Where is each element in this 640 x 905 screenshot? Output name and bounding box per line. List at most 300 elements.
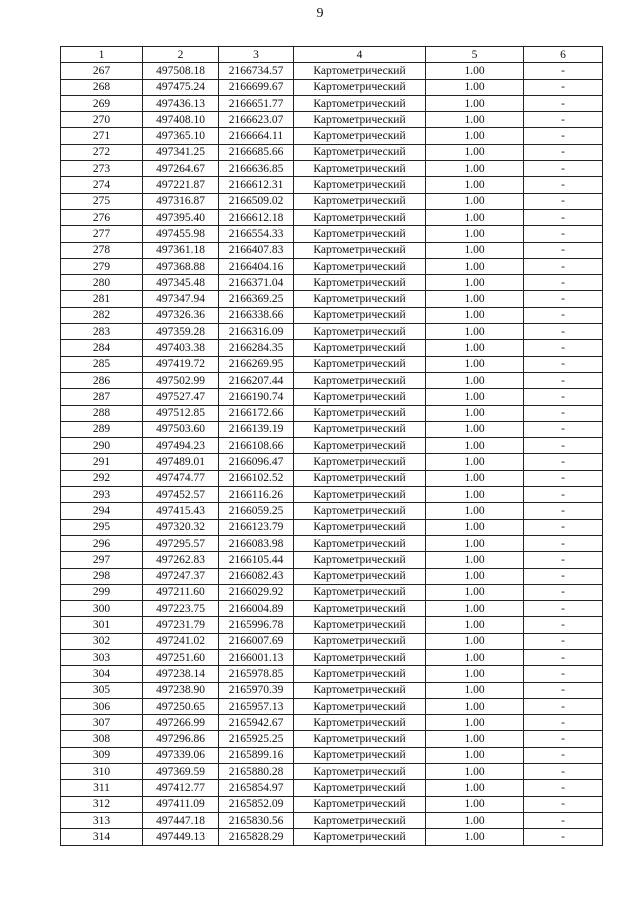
x-coordinate-cell: 497262.83	[143, 552, 219, 568]
table-header-row	[61, 47, 603, 63]
method-cell: Картометрический	[294, 535, 426, 551]
y-coordinate-cell: 2166316.09	[219, 324, 294, 340]
accuracy-cell: 1.00	[426, 307, 524, 323]
accuracy-cell: 1.00	[426, 454, 524, 470]
accuracy-cell: 1.00	[426, 519, 524, 535]
accuracy-cell: 1.00	[426, 324, 524, 340]
table-row	[61, 470, 603, 486]
accuracy-cell: 1.00	[426, 568, 524, 584]
table-row	[61, 584, 603, 600]
accuracy-cell: 1.00	[426, 666, 524, 682]
accuracy-cell: 1.00	[426, 812, 524, 828]
y-coordinate-cell: 2166059.25	[219, 503, 294, 519]
method-cell: Картометрический	[294, 389, 426, 405]
point-number-cell: 280	[61, 275, 143, 291]
method-cell: Картометрический	[294, 682, 426, 698]
y-coordinate-cell: 2165852.09	[219, 796, 294, 812]
note-cell: -	[524, 389, 603, 405]
point-number-cell: 298	[61, 568, 143, 584]
note-cell: -	[524, 666, 603, 682]
table-row	[61, 421, 603, 437]
x-coordinate-cell: 497266.99	[143, 715, 219, 731]
table-row	[61, 535, 603, 551]
note-cell: -	[524, 649, 603, 665]
accuracy-cell: 1.00	[426, 226, 524, 242]
method-cell: Картометрический	[294, 193, 426, 209]
y-coordinate-cell: 2166284.35	[219, 340, 294, 356]
note-cell: -	[524, 715, 603, 731]
point-number-cell: 270	[61, 112, 143, 128]
x-coordinate-cell: 497365.10	[143, 128, 219, 144]
y-coordinate-cell: 2166651.77	[219, 95, 294, 111]
method-cell: Картометрический	[294, 715, 426, 731]
note-cell: -	[524, 633, 603, 649]
note-cell: -	[524, 405, 603, 421]
accuracy-cell: 1.00	[426, 340, 524, 356]
table-row	[61, 63, 603, 79]
table-row	[61, 242, 603, 258]
method-cell: Картометрический	[294, 454, 426, 470]
y-coordinate-cell: 2166190.74	[219, 389, 294, 405]
table-row	[61, 715, 603, 731]
table-row	[61, 226, 603, 242]
y-coordinate-cell: 2166108.66	[219, 438, 294, 454]
y-coordinate-cell: 2166612.31	[219, 177, 294, 193]
method-cell: Картометрический	[294, 747, 426, 763]
accuracy-cell: 1.00	[426, 242, 524, 258]
method-cell: Картометрический	[294, 226, 426, 242]
method-cell: Картометрический	[294, 470, 426, 486]
y-coordinate-cell: 2165899.16	[219, 747, 294, 763]
y-coordinate-cell: 2166207.44	[219, 372, 294, 388]
point-number-cell: 304	[61, 666, 143, 682]
method-cell: Картометрический	[294, 812, 426, 828]
point-number-cell: 294	[61, 503, 143, 519]
point-number-cell: 282	[61, 307, 143, 323]
note-cell: -	[524, 79, 603, 95]
note-cell: -	[524, 112, 603, 128]
accuracy-cell: 1.00	[426, 649, 524, 665]
point-number-cell: 275	[61, 193, 143, 209]
x-coordinate-cell: 497449.13	[143, 829, 219, 845]
y-coordinate-cell: 2166139.19	[219, 421, 294, 437]
x-coordinate-cell: 497474.77	[143, 470, 219, 486]
x-coordinate-cell: 497241.02	[143, 633, 219, 649]
table-row	[61, 177, 603, 193]
x-coordinate-cell: 497339.06	[143, 747, 219, 763]
note-cell: -	[524, 340, 603, 356]
point-number-cell: 293	[61, 487, 143, 503]
y-coordinate-cell: 2166636.85	[219, 161, 294, 177]
accuracy-cell: 1.00	[426, 291, 524, 307]
note-cell: -	[524, 682, 603, 698]
method-cell: Картометрический	[294, 275, 426, 291]
method-cell: Картометрический	[294, 340, 426, 356]
accuracy-cell: 1.00	[426, 747, 524, 763]
table-row	[61, 79, 603, 95]
method-cell: Картометрический	[294, 63, 426, 79]
accuracy-cell: 1.00	[426, 356, 524, 372]
point-number-cell: 305	[61, 682, 143, 698]
table-row	[61, 291, 603, 307]
method-cell: Картометрический	[294, 666, 426, 682]
note-cell: -	[524, 503, 603, 519]
note-cell: -	[524, 601, 603, 617]
x-coordinate-cell: 497395.40	[143, 209, 219, 225]
table-row	[61, 128, 603, 144]
point-number-cell: 292	[61, 470, 143, 486]
table-row	[61, 438, 603, 454]
method-cell: Картометрический	[294, 780, 426, 796]
table-row	[61, 780, 603, 796]
y-coordinate-cell: 2166612.18	[219, 209, 294, 225]
accuracy-cell: 1.00	[426, 389, 524, 405]
point-number-cell: 272	[61, 144, 143, 160]
method-cell: Картометрический	[294, 421, 426, 437]
y-coordinate-cell: 2166116.26	[219, 487, 294, 503]
note-cell: -	[524, 372, 603, 388]
note-cell: -	[524, 519, 603, 535]
point-number-cell: 288	[61, 405, 143, 421]
method-cell: Картометрический	[294, 356, 426, 372]
x-coordinate-cell: 497316.87	[143, 193, 219, 209]
x-coordinate-cell: 497264.67	[143, 161, 219, 177]
method-cell: Картометрический	[294, 764, 426, 780]
note-cell: -	[524, 812, 603, 828]
table-row	[61, 209, 603, 225]
accuracy-cell: 1.00	[426, 193, 524, 209]
table-row	[61, 324, 603, 340]
accuracy-cell: 1.00	[426, 584, 524, 600]
y-coordinate-cell: 2166082.43	[219, 568, 294, 584]
column-header: 5	[426, 47, 524, 63]
y-coordinate-cell: 2165854.97	[219, 780, 294, 796]
coordinates-table	[60, 46, 603, 846]
y-coordinate-cell: 2165996.78	[219, 617, 294, 633]
point-number-cell: 274	[61, 177, 143, 193]
x-coordinate-cell: 497436.13	[143, 95, 219, 111]
y-coordinate-cell: 2165880.28	[219, 764, 294, 780]
table-row	[61, 95, 603, 111]
note-cell: -	[524, 747, 603, 763]
note-cell: -	[524, 144, 603, 160]
note-cell: -	[524, 780, 603, 796]
note-cell: -	[524, 307, 603, 323]
x-coordinate-cell: 497326.36	[143, 307, 219, 323]
method-cell: Картометрический	[294, 601, 426, 617]
note-cell: -	[524, 698, 603, 714]
method-cell: Картометрический	[294, 617, 426, 633]
method-cell: Картометрический	[294, 242, 426, 258]
y-coordinate-cell: 2166007.69	[219, 633, 294, 649]
x-coordinate-cell: 497250.65	[143, 698, 219, 714]
table-row	[61, 601, 603, 617]
note-cell: -	[524, 63, 603, 79]
table-row	[61, 649, 603, 665]
x-coordinate-cell: 497419.72	[143, 356, 219, 372]
accuracy-cell: 1.00	[426, 698, 524, 714]
y-coordinate-cell: 2165942.67	[219, 715, 294, 731]
accuracy-cell: 1.00	[426, 633, 524, 649]
accuracy-cell: 1.00	[426, 503, 524, 519]
point-number-cell: 307	[61, 715, 143, 731]
note-cell: -	[524, 731, 603, 747]
accuracy-cell: 1.00	[426, 177, 524, 193]
x-coordinate-cell: 497447.18	[143, 812, 219, 828]
table-row	[61, 307, 603, 323]
accuracy-cell: 1.00	[426, 144, 524, 160]
y-coordinate-cell: 2166083.98	[219, 535, 294, 551]
table-row	[61, 258, 603, 274]
table-row	[61, 356, 603, 372]
x-coordinate-cell: 497223.75	[143, 601, 219, 617]
x-coordinate-cell: 497359.28	[143, 324, 219, 340]
accuracy-cell: 1.00	[426, 161, 524, 177]
note-cell: -	[524, 226, 603, 242]
point-number-cell: 281	[61, 291, 143, 307]
note-cell: -	[524, 421, 603, 437]
method-cell: Картометрический	[294, 372, 426, 388]
x-coordinate-cell: 497455.98	[143, 226, 219, 242]
column-header: 3	[219, 47, 294, 63]
table-row	[61, 747, 603, 763]
method-cell: Картометрический	[294, 324, 426, 340]
method-cell: Картометрический	[294, 698, 426, 714]
table-row	[61, 161, 603, 177]
method-cell: Картометрический	[294, 258, 426, 274]
accuracy-cell: 1.00	[426, 470, 524, 486]
table-row	[61, 340, 603, 356]
table-row	[61, 552, 603, 568]
y-coordinate-cell: 2166734.57	[219, 63, 294, 79]
note-cell: -	[524, 95, 603, 111]
y-coordinate-cell: 2166102.52	[219, 470, 294, 486]
x-coordinate-cell: 497452.57	[143, 487, 219, 503]
point-number-cell: 289	[61, 421, 143, 437]
note-cell: -	[524, 584, 603, 600]
accuracy-cell: 1.00	[426, 487, 524, 503]
table-row	[61, 112, 603, 128]
table-body	[61, 63, 603, 845]
accuracy-cell: 1.00	[426, 780, 524, 796]
method-cell: Картометрический	[294, 161, 426, 177]
note-cell: -	[524, 193, 603, 209]
x-coordinate-cell: 497238.14	[143, 666, 219, 682]
note-cell: -	[524, 764, 603, 780]
point-number-cell: 285	[61, 356, 143, 372]
method-cell: Картометрический	[294, 649, 426, 665]
method-cell: Картометрический	[294, 584, 426, 600]
point-number-cell: 300	[61, 601, 143, 617]
table-row	[61, 698, 603, 714]
point-number-cell: 310	[61, 764, 143, 780]
point-number-cell: 267	[61, 63, 143, 79]
table-row	[61, 193, 603, 209]
accuracy-cell: 1.00	[426, 112, 524, 128]
note-cell: -	[524, 796, 603, 812]
accuracy-cell: 1.00	[426, 601, 524, 617]
table-row	[61, 568, 603, 584]
y-coordinate-cell: 2166338.66	[219, 307, 294, 323]
note-cell: -	[524, 568, 603, 584]
table-row	[61, 389, 603, 405]
method-cell: Картометрический	[294, 144, 426, 160]
y-coordinate-cell: 2166371.04	[219, 275, 294, 291]
table-row	[61, 764, 603, 780]
accuracy-cell: 1.00	[426, 552, 524, 568]
x-coordinate-cell: 497211.60	[143, 584, 219, 600]
accuracy-cell: 1.00	[426, 275, 524, 291]
note-cell: -	[524, 535, 603, 551]
x-coordinate-cell: 497296.86	[143, 731, 219, 747]
y-coordinate-cell: 2165828.29	[219, 829, 294, 845]
point-number-cell: 297	[61, 552, 143, 568]
column-header: 6	[524, 47, 603, 63]
y-coordinate-cell: 2166369.25	[219, 291, 294, 307]
column-header: 2	[143, 47, 219, 63]
accuracy-cell: 1.00	[426, 796, 524, 812]
x-coordinate-cell: 497295.57	[143, 535, 219, 551]
column-header: 4	[294, 47, 426, 63]
note-cell: -	[524, 552, 603, 568]
method-cell: Картометрический	[294, 552, 426, 568]
x-coordinate-cell: 497527.47	[143, 389, 219, 405]
note-cell: -	[524, 470, 603, 486]
accuracy-cell: 1.00	[426, 438, 524, 454]
method-cell: Картометрический	[294, 209, 426, 225]
table-row	[61, 275, 603, 291]
x-coordinate-cell: 497221.87	[143, 177, 219, 193]
accuracy-cell: 1.00	[426, 128, 524, 144]
y-coordinate-cell: 2166172.66	[219, 405, 294, 421]
method-cell: Картометрический	[294, 633, 426, 649]
y-coordinate-cell: 2166664.11	[219, 128, 294, 144]
point-number-cell: 313	[61, 812, 143, 828]
note-cell: -	[524, 128, 603, 144]
x-coordinate-cell: 497494.23	[143, 438, 219, 454]
method-cell: Картометрический	[294, 112, 426, 128]
x-coordinate-cell: 497415.43	[143, 503, 219, 519]
method-cell: Картометрический	[294, 79, 426, 95]
x-coordinate-cell: 497412.77	[143, 780, 219, 796]
accuracy-cell: 1.00	[426, 421, 524, 437]
y-coordinate-cell: 2165925.25	[219, 731, 294, 747]
accuracy-cell: 1.00	[426, 682, 524, 698]
accuracy-cell: 1.00	[426, 617, 524, 633]
table-row	[61, 633, 603, 649]
point-number-cell: 308	[61, 731, 143, 747]
table-row	[61, 666, 603, 682]
note-cell: -	[524, 356, 603, 372]
x-coordinate-cell: 497502.99	[143, 372, 219, 388]
method-cell: Картометрический	[294, 731, 426, 747]
point-number-cell: 279	[61, 258, 143, 274]
y-coordinate-cell: 2166407.83	[219, 242, 294, 258]
x-coordinate-cell: 497231.79	[143, 617, 219, 633]
y-coordinate-cell: 2166001.13	[219, 649, 294, 665]
note-cell: -	[524, 177, 603, 193]
table-row	[61, 487, 603, 503]
method-cell: Картометрический	[294, 128, 426, 144]
note-cell: -	[524, 617, 603, 633]
x-coordinate-cell: 497512.85	[143, 405, 219, 421]
table-row	[61, 829, 603, 845]
accuracy-cell: 1.00	[426, 79, 524, 95]
table-row	[61, 503, 603, 519]
method-cell: Картометрический	[294, 405, 426, 421]
point-number-cell: 268	[61, 79, 143, 95]
table-row	[61, 144, 603, 160]
point-number-cell: 296	[61, 535, 143, 551]
page-number: 9	[316, 6, 324, 21]
note-cell: -	[524, 438, 603, 454]
y-coordinate-cell: 2166699.67	[219, 79, 294, 95]
point-number-cell: 314	[61, 829, 143, 845]
point-number-cell: 295	[61, 519, 143, 535]
accuracy-cell: 1.00	[426, 372, 524, 388]
table-row	[61, 454, 603, 470]
point-number-cell: 303	[61, 649, 143, 665]
method-cell: Картометрический	[294, 829, 426, 845]
x-coordinate-cell: 497411.09	[143, 796, 219, 812]
point-number-cell: 284	[61, 340, 143, 356]
table-row	[61, 405, 603, 421]
accuracy-cell: 1.00	[426, 535, 524, 551]
note-cell: -	[524, 209, 603, 225]
x-coordinate-cell: 497238.90	[143, 682, 219, 698]
method-cell: Картометрический	[294, 503, 426, 519]
point-number-cell: 301	[61, 617, 143, 633]
y-coordinate-cell: 2165978.85	[219, 666, 294, 682]
y-coordinate-cell: 2166685.66	[219, 144, 294, 160]
method-cell: Картометрический	[294, 291, 426, 307]
table-row	[61, 682, 603, 698]
y-coordinate-cell: 2166509.02	[219, 193, 294, 209]
method-cell: Картометрический	[294, 796, 426, 812]
note-cell: -	[524, 324, 603, 340]
point-number-cell: 273	[61, 161, 143, 177]
accuracy-cell: 1.00	[426, 731, 524, 747]
point-number-cell: 276	[61, 209, 143, 225]
table-row	[61, 372, 603, 388]
x-coordinate-cell: 497361.18	[143, 242, 219, 258]
note-cell: -	[524, 487, 603, 503]
table-row	[61, 519, 603, 535]
x-coordinate-cell: 497508.18	[143, 63, 219, 79]
x-coordinate-cell: 497489.01	[143, 454, 219, 470]
x-coordinate-cell: 497368.88	[143, 258, 219, 274]
accuracy-cell: 1.00	[426, 764, 524, 780]
point-number-cell: 302	[61, 633, 143, 649]
column-header: 1	[61, 47, 143, 63]
point-number-cell: 312	[61, 796, 143, 812]
accuracy-cell: 1.00	[426, 829, 524, 845]
table-row	[61, 731, 603, 747]
accuracy-cell: 1.00	[426, 405, 524, 421]
accuracy-cell: 1.00	[426, 209, 524, 225]
x-coordinate-cell: 497503.60	[143, 421, 219, 437]
table-row	[61, 617, 603, 633]
y-coordinate-cell: 2165957.13	[219, 698, 294, 714]
x-coordinate-cell: 497341.25	[143, 144, 219, 160]
y-coordinate-cell: 2165970.39	[219, 682, 294, 698]
note-cell: -	[524, 829, 603, 845]
y-coordinate-cell: 2166029.92	[219, 584, 294, 600]
x-coordinate-cell: 497403.38	[143, 340, 219, 356]
note-cell: -	[524, 275, 603, 291]
point-number-cell: 287	[61, 389, 143, 405]
method-cell: Картометрический	[294, 95, 426, 111]
